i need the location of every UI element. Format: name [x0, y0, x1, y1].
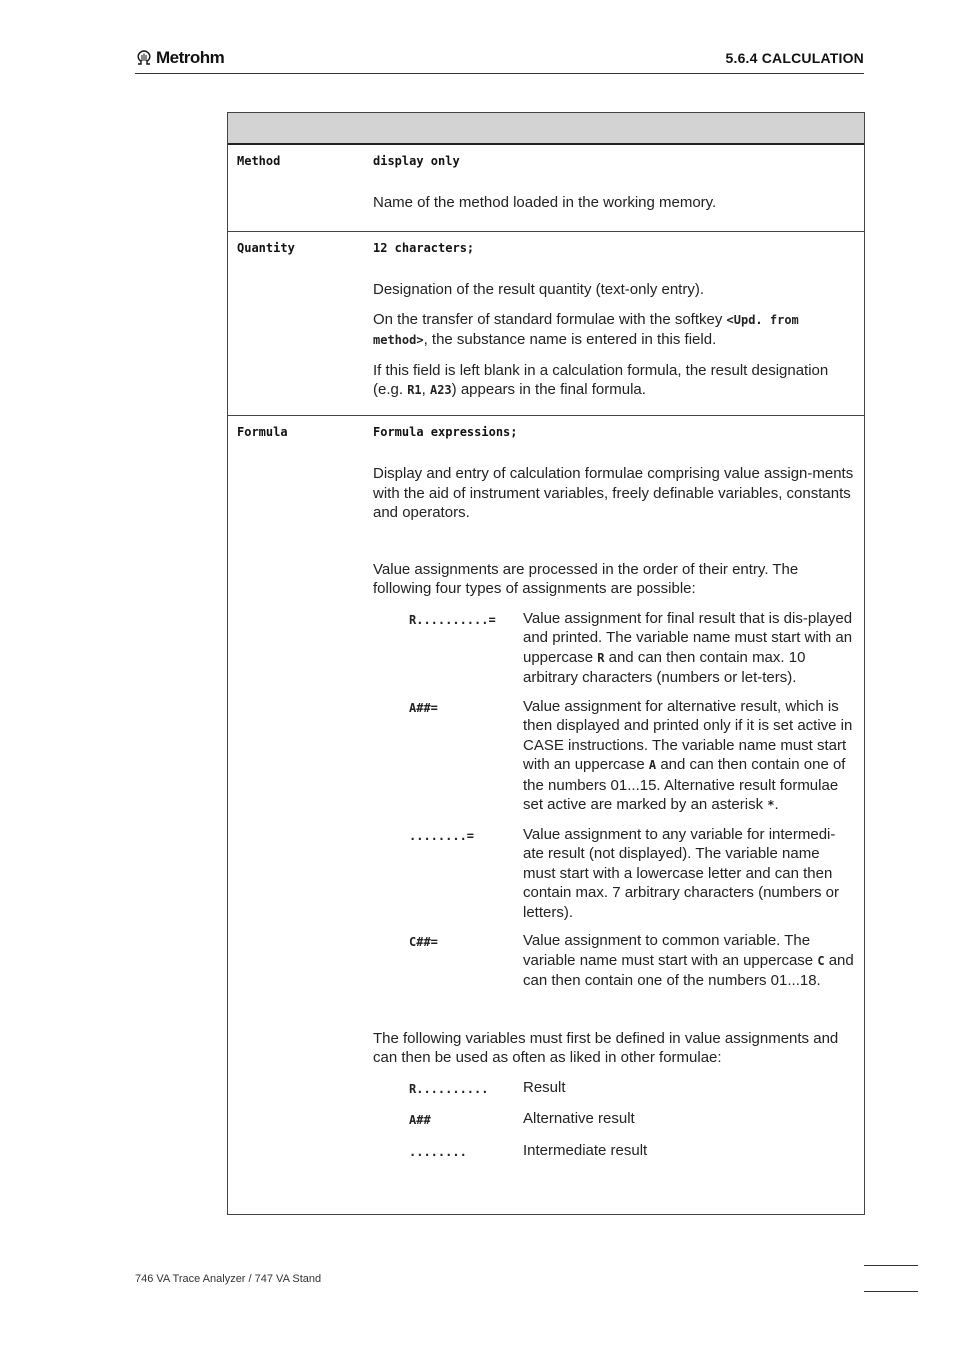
variable-key: R.......... [409, 1081, 489, 1096]
variable-item [373, 1109, 856, 1131]
assignment-key: R..........= [409, 612, 496, 627]
text-part: If this field is left blank in a calculation formula, the result designation (e.g. [373, 361, 829, 398]
assignment-text: Value assignment to any variable for intermedi-ate result (not displayed). The variable name must start with a lowercase letter and can then contain max. 7 arbitrary characters (numbers or letters). [523, 825, 839, 921]
variable-key: ........ [409, 1144, 467, 1159]
variable-item [373, 1141, 856, 1163]
assignment-item [373, 931, 856, 991]
field-type: 12 characters; [373, 241, 475, 255]
text-part: and can then contain max. 10 arbitrary characters (numbers or let-ters). [523, 648, 806, 686]
text-part: On the transfer of standard formulae with the softkey [373, 310, 727, 328]
description-text [373, 310, 856, 351]
table-header-bar [228, 113, 864, 145]
field-type: display only [373, 154, 460, 168]
metrohm-omega-icon [135, 49, 153, 67]
inline-code: * [767, 798, 775, 812]
text-part: . [774, 796, 779, 813]
example-code: R1 [407, 383, 422, 397]
field-type: Formula expressions; [373, 425, 518, 439]
description-text [373, 361, 856, 401]
assignment-item [373, 697, 856, 816]
variable-item [373, 1078, 856, 1100]
text-part: and can then contain one of the numbers 01...15. Alternative result formulae set active are marked by an asterisk [523, 756, 846, 813]
variable-label: Result [523, 1078, 566, 1096]
assignment-item [373, 609, 856, 688]
assignment-text [523, 931, 856, 991]
text-part: Value assignment to common variable. The variable name must start with an uppercase [523, 932, 818, 969]
table-row-quantity [228, 232, 864, 416]
field-name: Formula [237, 425, 288, 439]
field-description [373, 416, 856, 1162]
assignment-text [523, 697, 856, 816]
table-row-formula [228, 416, 864, 1214]
parameter-table [227, 112, 865, 1215]
text-part: Value assignment for final result that is dis-played and printed. The variable name must start with an uppercase [523, 609, 853, 666]
assignment-item [373, 825, 856, 923]
footer-product: 746 VA Trace Analyzer / 747 VA Stand [135, 1273, 322, 1285]
field-name: Quantity [237, 241, 295, 255]
assignment-key: A##= [409, 700, 438, 715]
text-part: and can then contain one of the numbers 01...18. [523, 951, 854, 989]
text-part: Value assignment for alternative result, which is then displayed and printed only if it is set active in CASE instructions. The variable name must start with an uppercase [523, 697, 853, 773]
inline-code: A [648, 758, 657, 772]
text-part: , [421, 381, 430, 398]
footer-divider [864, 1265, 918, 1266]
field-name: Method [237, 154, 281, 168]
inline-code: C [817, 953, 825, 968]
text-part: ) appears in the final formula. [451, 381, 646, 398]
brand-name: Metrohm [156, 48, 225, 67]
inline-code: R [597, 650, 605, 665]
assignment-text [523, 609, 856, 688]
text-part: , the substance name is entered in this field. [423, 331, 717, 348]
description-text: Value assignments are processed in the order of their entry. The following four types of assignments are possible: [373, 560, 799, 597]
assignment-key: ........= [409, 828, 475, 843]
softkey-code: <Upd. from method> [373, 312, 799, 347]
header-divider [135, 73, 864, 74]
example-code: A23 [429, 383, 452, 397]
footer-divider [864, 1291, 918, 1292]
variable-label: Alternative result [523, 1110, 635, 1127]
description-text: The following variables must first be defined in value assignments and can then be used as often as liked in other formulae: [373, 1029, 839, 1066]
metrohm-logo [135, 48, 224, 68]
variable-key: A## [409, 1113, 431, 1127]
variable-label: Intermediate result [523, 1141, 648, 1159]
field-description [373, 232, 856, 401]
description-text: Display and entry of calculation formulae comprising value assign-ments with the aid of instrument variables, freely definable variables, constants and operators. [373, 465, 854, 521]
section-title: 5.6.4 CALCULATION [725, 50, 864, 66]
description-text: Designation of the result quantity (text-only entry). [373, 281, 704, 298]
table-row-method [228, 145, 864, 232]
description-text: Name of the method loaded in the working memory. [373, 194, 717, 211]
assignment-key: C##= [409, 935, 438, 949]
